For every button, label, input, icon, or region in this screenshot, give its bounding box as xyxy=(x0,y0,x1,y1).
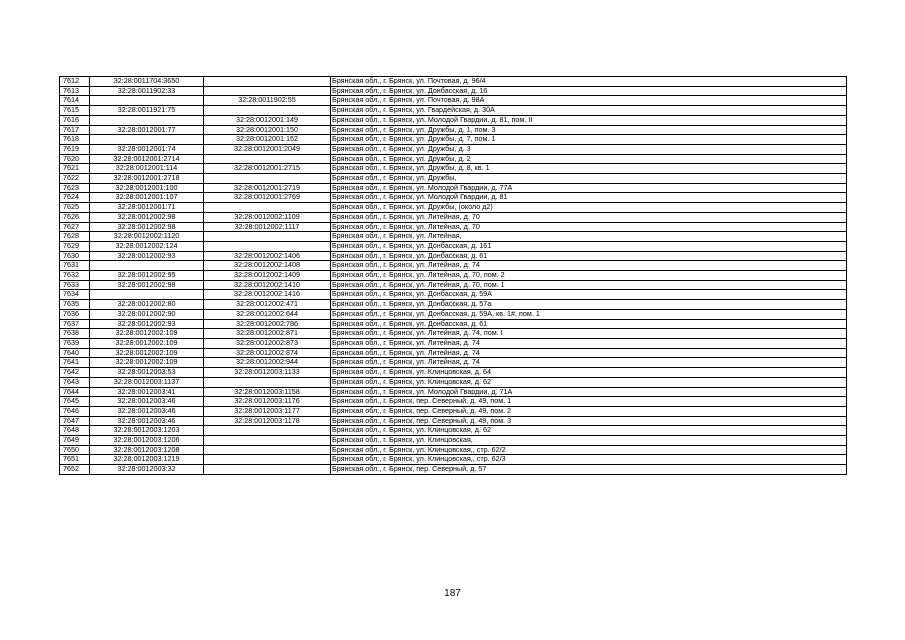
object-cadastral-number-cell: 32:28:0012001:2719 xyxy=(204,183,331,193)
cadastral-number-cell: 32:28:0012002:109 xyxy=(90,338,204,348)
address-cell: Брянская обл., г. Брянск, ул. Клинцовская, д. 62 xyxy=(331,426,847,436)
cadastral-number-cell xyxy=(90,290,204,300)
address-cell: Брянская обл., г. Брянск, ул. Литейная, xyxy=(331,232,847,242)
cadastral-number-cell: 32:28:0012002:95 xyxy=(90,271,204,281)
row-number-cell: 7612 xyxy=(60,77,90,87)
object-cadastral-number-cell: 32:28:0012002:873 xyxy=(204,338,331,348)
row-number-cell: 7649 xyxy=(60,436,90,446)
row-number-cell: 7620 xyxy=(60,154,90,164)
cadastral-number-cell: 32:28:0012003:1137 xyxy=(90,377,204,387)
object-cadastral-number-cell: 32:28:0012001:152 xyxy=(204,135,331,145)
address-cell: Брянская обл., г. Брянск, ул. Дружбы, (около д2) xyxy=(331,203,847,213)
table-row xyxy=(60,96,847,106)
address-cell: Брянская обл., г. Брянск, ул. Литейная, д. 70, пом. 1 xyxy=(331,280,847,290)
table-row xyxy=(60,426,847,436)
cadastral-number-cell: 32:28:0012001:71 xyxy=(90,203,204,213)
address-cell: Брянская обл., г. Брянск, ул. Молодой Гвардии, д. 71А xyxy=(331,387,847,397)
table-row xyxy=(60,232,847,242)
row-number-cell: 7631 xyxy=(60,261,90,271)
page-number: 187 xyxy=(444,588,461,599)
address-cell: Брянская обл., г. Брянск, ул. Дружбы, xyxy=(331,174,847,184)
cadastral-number-cell xyxy=(90,261,204,271)
object-cadastral-number-cell: 32:28:0012003:1178 xyxy=(204,416,331,426)
object-cadastral-number-cell: 32:28:0012002:1408 xyxy=(204,261,331,271)
table-row xyxy=(60,115,847,125)
address-cell: Брянская обл., г. Брянск, ул. Донбасская, д. 161 xyxy=(331,241,847,251)
object-cadastral-number-cell xyxy=(204,445,331,455)
row-number-cell: 7622 xyxy=(60,174,90,184)
cadastral-number-cell: 32:28:0012002:80 xyxy=(90,300,204,310)
table-row xyxy=(60,290,847,300)
table-row xyxy=(60,309,847,319)
cadastral-number-cell: 32:28:0012003:1219 xyxy=(90,455,204,465)
row-number-cell: 7647 xyxy=(60,416,90,426)
cadastral-number-cell xyxy=(90,115,204,125)
object-cadastral-number-cell: 32:28:0012001:2049 xyxy=(204,144,331,154)
registry-table-body xyxy=(60,77,847,475)
row-number-cell: 7632 xyxy=(60,271,90,281)
object-cadastral-number-cell: 32:28:0012001:2715 xyxy=(204,164,331,174)
table-row xyxy=(60,271,847,281)
table-row xyxy=(60,436,847,446)
table-row xyxy=(60,144,847,154)
row-number-cell: 7648 xyxy=(60,426,90,436)
cadastral-number-cell: 32:28:0012003:1206 xyxy=(90,436,204,446)
object-cadastral-number-cell xyxy=(204,203,331,213)
table-row xyxy=(60,125,847,135)
table-row xyxy=(60,338,847,348)
table-row xyxy=(60,261,847,271)
table-row xyxy=(60,397,847,407)
object-cadastral-number-cell: 32:28:0012002:1416 xyxy=(204,290,331,300)
table-row xyxy=(60,174,847,184)
cadastral-number-cell: 32:28:0011902:33 xyxy=(90,86,204,96)
object-cadastral-number-cell xyxy=(204,241,331,251)
address-cell: Брянская обл., г. Брянск, ул. Молодой Гвардии, д. 81 xyxy=(331,193,847,203)
object-cadastral-number-cell: 32:28:0012002:471 xyxy=(204,300,331,310)
cadastral-number-cell: 32:28:0012002:109 xyxy=(90,358,204,368)
address-cell: Брянская обл., г. Брянск, ул. Литейная, д. 74 xyxy=(331,338,847,348)
cadastral-number-cell xyxy=(90,135,204,145)
object-cadastral-number-cell xyxy=(204,174,331,184)
cadastral-number-cell: 32:28:0012002:93 xyxy=(90,251,204,261)
address-cell: Брянская обл., г. Брянск, пер. Северный, д. 49, пом. 1 xyxy=(331,397,847,407)
table-row xyxy=(60,348,847,358)
row-number-cell: 7646 xyxy=(60,406,90,416)
table-row xyxy=(60,416,847,426)
cadastral-number-cell: 32:28:0012002:1120 xyxy=(90,232,204,242)
table-row xyxy=(60,86,847,96)
row-number-cell: 7637 xyxy=(60,319,90,329)
object-cadastral-number-cell: 32:28:0012003:1133 xyxy=(204,368,331,378)
table-row xyxy=(60,465,847,475)
row-number-cell: 7614 xyxy=(60,96,90,106)
object-cadastral-number-cell: 32:28:0012001:150 xyxy=(204,125,331,135)
row-number-cell: 7626 xyxy=(60,212,90,222)
address-cell: Брянская обл., г. Брянск, ул. Литейная, д. 74 xyxy=(331,261,847,271)
row-number-cell: 7641 xyxy=(60,358,90,368)
cadastral-number-cell: 32:28:0012001:2718 xyxy=(90,174,204,184)
object-cadastral-number-cell xyxy=(204,154,331,164)
cadastral-number-cell: 32:28:0012001:77 xyxy=(90,125,204,135)
object-cadastral-number-cell: 32:28:0012003:1177 xyxy=(204,406,331,416)
object-cadastral-number-cell xyxy=(204,77,331,87)
object-cadastral-number-cell xyxy=(204,436,331,446)
table-row xyxy=(60,106,847,116)
address-cell: Брянская обл., г. Брянск, ул. Дружбы, д. 2 xyxy=(331,154,847,164)
object-cadastral-number-cell xyxy=(204,377,331,387)
table-row xyxy=(60,193,847,203)
address-cell: Брянская обл., г. Брянск, пер. Северный, д. 49, пом. 2 xyxy=(331,406,847,416)
row-number-cell: 7652 xyxy=(60,465,90,475)
row-number-cell: 7644 xyxy=(60,387,90,397)
row-number-cell: 7650 xyxy=(60,445,90,455)
table-row xyxy=(60,164,847,174)
address-cell: Брянская обл., г. Брянск, ул. Клинцовская, д. 62 xyxy=(331,377,847,387)
table-row xyxy=(60,406,847,416)
address-cell: Брянская обл., г. Брянск, ул. Донбасская, д. 59А, кв. 1#, пом. 1 xyxy=(331,309,847,319)
address-cell: Брянская обл., г. Брянск, ул. Литейная, д. 74, пом. I xyxy=(331,329,847,339)
object-cadastral-number-cell: 32:28:0012002:644 xyxy=(204,309,331,319)
address-cell: Брянская обл., г. Брянск, ул. Литейная, д. 70, пом. 2 xyxy=(331,271,847,281)
registry-table xyxy=(59,76,847,475)
cadastral-number-cell: 32:28:0012002:109 xyxy=(90,348,204,358)
object-cadastral-number-cell: 32:28:0012002:1406 xyxy=(204,251,331,261)
table-row xyxy=(60,154,847,164)
row-number-cell: 7639 xyxy=(60,338,90,348)
cadastral-number-cell: 32:28:0012003:46 xyxy=(90,406,204,416)
row-number-cell: 7636 xyxy=(60,309,90,319)
row-number-cell: 7640 xyxy=(60,348,90,358)
row-number-cell: 7645 xyxy=(60,397,90,407)
address-cell: Брянская обл., г. Брянск, ул. Клинцовская, д. 64 xyxy=(331,368,847,378)
table-row xyxy=(60,77,847,87)
object-cadastral-number-cell: 32:28:0012002:871 xyxy=(204,329,331,339)
row-number-cell: 7633 xyxy=(60,280,90,290)
address-cell: Брянская обл., г. Брянск, пер. Северный, д. 57 xyxy=(331,465,847,475)
cadastral-number-cell: 32:28:0011704:3650 xyxy=(90,77,204,87)
address-cell: Брянская обл., г. Брянск, ул. Дружбы, д. 3 xyxy=(331,144,847,154)
table-row xyxy=(60,455,847,465)
row-number-cell: 7630 xyxy=(60,251,90,261)
cadastral-number-cell: 32:28:0012003:53 xyxy=(90,368,204,378)
object-cadastral-number-cell: 32:28:0012002:1409 xyxy=(204,271,331,281)
address-cell: Брянская обл., г. Брянск, ул. Молодой Гвардии, д. 77А xyxy=(331,183,847,193)
cadastral-number-cell: 32:28:0012002:98 xyxy=(90,280,204,290)
table-row xyxy=(60,212,847,222)
object-cadastral-number-cell: 32:28:0012002:1410 xyxy=(204,280,331,290)
table-row xyxy=(60,135,847,145)
table-row xyxy=(60,387,847,397)
object-cadastral-number-cell: 32:28:0012002:1117 xyxy=(204,222,331,232)
address-cell: Брянская обл., г. Брянск, ул. Дружбы, д. 7, пом. 1 xyxy=(331,135,847,145)
row-number-cell: 7635 xyxy=(60,300,90,310)
table-row xyxy=(60,368,847,378)
row-number-cell: 7616 xyxy=(60,115,90,125)
object-cadastral-number-cell: 32:28:0012003:1176 xyxy=(204,397,331,407)
table-row xyxy=(60,329,847,339)
row-number-cell: 7642 xyxy=(60,368,90,378)
object-cadastral-number-cell xyxy=(204,232,331,242)
address-cell: Брянская обл., г. Брянск, ул. Дружбы, д. 1, пом. 3 xyxy=(331,125,847,135)
address-cell: Брянская обл., г. Брянск, ул. Донбасская, д. 57а xyxy=(331,300,847,310)
row-number-cell: 7621 xyxy=(60,164,90,174)
cadastral-number-cell: 32:28:0012003:1208 xyxy=(90,445,204,455)
cadastral-number-cell: 32:28:0012002:90 xyxy=(90,309,204,319)
row-number-cell: 7615 xyxy=(60,106,90,116)
object-cadastral-number-cell xyxy=(204,86,331,96)
cadastral-number-cell: 32:28:0011921:75 xyxy=(90,106,204,116)
object-cadastral-number-cell: 32:28:0012002:944 xyxy=(204,358,331,368)
address-cell: Брянская обл., г. Брянск, пер. Северный, д. 49, пом. 3 xyxy=(331,416,847,426)
row-number-cell: 7617 xyxy=(60,125,90,135)
cadastral-number-cell: 32:28:0012001:114 xyxy=(90,164,204,174)
address-cell: Брянская обл., г. Брянск, ул. Литейная, д. 74 xyxy=(331,358,847,368)
cadastral-number-cell: 32:28:0012002:93 xyxy=(90,319,204,329)
address-cell: Брянская обл., г. Брянск, ул. Донбасская, д. 59А xyxy=(331,290,847,300)
object-cadastral-number-cell: 32:28:0012001:2769 xyxy=(204,193,331,203)
address-cell: Брянская обл., г. Брянск, ул. Клинцовская,, стр. 62/2 xyxy=(331,445,847,455)
address-cell: Брянская обл., г. Брянск, ул. Донбасская, д. 61 xyxy=(331,251,847,261)
address-cell: Брянская обл., г. Брянск, ул. Донбасская, д. 16 xyxy=(331,86,847,96)
cadastral-number-cell: 32:28:0012001:74 xyxy=(90,144,204,154)
address-cell: Брянская обл., г. Брянск, ул. Литейная, д. 70 xyxy=(331,222,847,232)
row-number-cell: 7613 xyxy=(60,86,90,96)
table-row xyxy=(60,319,847,329)
row-number-cell: 7627 xyxy=(60,222,90,232)
table-row xyxy=(60,251,847,261)
table-row xyxy=(60,358,847,368)
table-row xyxy=(60,183,847,193)
address-cell: Брянская обл., г. Брянск, ул. Почтовая, д. 96/4 xyxy=(331,77,847,87)
object-cadastral-number-cell: 32:28:0012002:874 xyxy=(204,348,331,358)
address-cell: Брянская обл., г. Брянск, ул. Гвардейская, д. 30А xyxy=(331,106,847,116)
cadastral-number-cell xyxy=(90,96,204,106)
row-number-cell: 7628 xyxy=(60,232,90,242)
table-row xyxy=(60,203,847,213)
address-cell: Брянская обл., г. Брянск, ул. Дружбы, д. 8, кв. 1 xyxy=(331,164,847,174)
cadastral-number-cell: 32:28:0012003:41 xyxy=(90,387,204,397)
object-cadastral-number-cell xyxy=(204,426,331,436)
object-cadastral-number-cell: 32:28:0011902:55 xyxy=(204,96,331,106)
cadastral-number-cell: 32:28:0012002:124 xyxy=(90,241,204,251)
table-row xyxy=(60,445,847,455)
table-row xyxy=(60,280,847,290)
address-cell: Брянская обл., г. Брянск, ул. Клинцовская, xyxy=(331,436,847,446)
row-number-cell: 7651 xyxy=(60,455,90,465)
object-cadastral-number-cell: 32:28:0012003:1158 xyxy=(204,387,331,397)
object-cadastral-number-cell: 32:28:0012002:1109 xyxy=(204,212,331,222)
cadastral-number-cell: 32:28:0012003:46 xyxy=(90,397,204,407)
row-number-cell: 7619 xyxy=(60,144,90,154)
row-number-cell: 7618 xyxy=(60,135,90,145)
table-row xyxy=(60,222,847,232)
row-number-cell: 7623 xyxy=(60,183,90,193)
cadastral-number-cell: 32:28:0012001:107 xyxy=(90,193,204,203)
address-cell: Брянская обл., г. Брянск, ул. Литейная, д. 74 xyxy=(331,348,847,358)
object-cadastral-number-cell xyxy=(204,465,331,475)
cadastral-number-cell: 32:28:0012002:98 xyxy=(90,212,204,222)
table-row xyxy=(60,300,847,310)
cadastral-number-cell: 32:28:0012001:100 xyxy=(90,183,204,193)
address-cell: Брянская обл., г. Брянск, ул. Молодой Гвардии, д. 81, пом. II xyxy=(331,115,847,125)
object-cadastral-number-cell xyxy=(204,106,331,116)
row-number-cell: 7624 xyxy=(60,193,90,203)
cadastral-number-cell: 32:28:0012002:98 xyxy=(90,222,204,232)
object-cadastral-number-cell: 32:28:0012001:149 xyxy=(204,115,331,125)
address-cell: Брянская обл., г. Брянск, ул. Литейная, д. 70 xyxy=(331,212,847,222)
row-number-cell: 7634 xyxy=(60,290,90,300)
row-number-cell: 7629 xyxy=(60,241,90,251)
address-cell: Брянская обл., г. Брянск, ул. Клинцовская,, стр. 62/3 xyxy=(331,455,847,465)
address-cell: Брянская обл., г. Брянск, ул. Почтовая, д. 98А xyxy=(331,96,847,106)
row-number-cell: 7638 xyxy=(60,329,90,339)
address-cell: Брянская обл., г. Брянск, ул. Донбасская, д. 61 xyxy=(331,319,847,329)
cadastral-number-cell: 32:28:0012003:46 xyxy=(90,416,204,426)
object-cadastral-number-cell: 32:28:0012002:786 xyxy=(204,319,331,329)
cadastral-number-cell: 32:28:0012003:1203 xyxy=(90,426,204,436)
object-cadastral-number-cell xyxy=(204,455,331,465)
row-number-cell: 7643 xyxy=(60,377,90,387)
cadastral-number-cell: 32:28:0012002:109 xyxy=(90,329,204,339)
cadastral-number-cell: 32:28:0012001:2714 xyxy=(90,154,204,164)
table-row xyxy=(60,241,847,251)
cadastral-number-cell: 32:28:0012003:32 xyxy=(90,465,204,475)
row-number-cell: 7625 xyxy=(60,203,90,213)
table-row xyxy=(60,377,847,387)
